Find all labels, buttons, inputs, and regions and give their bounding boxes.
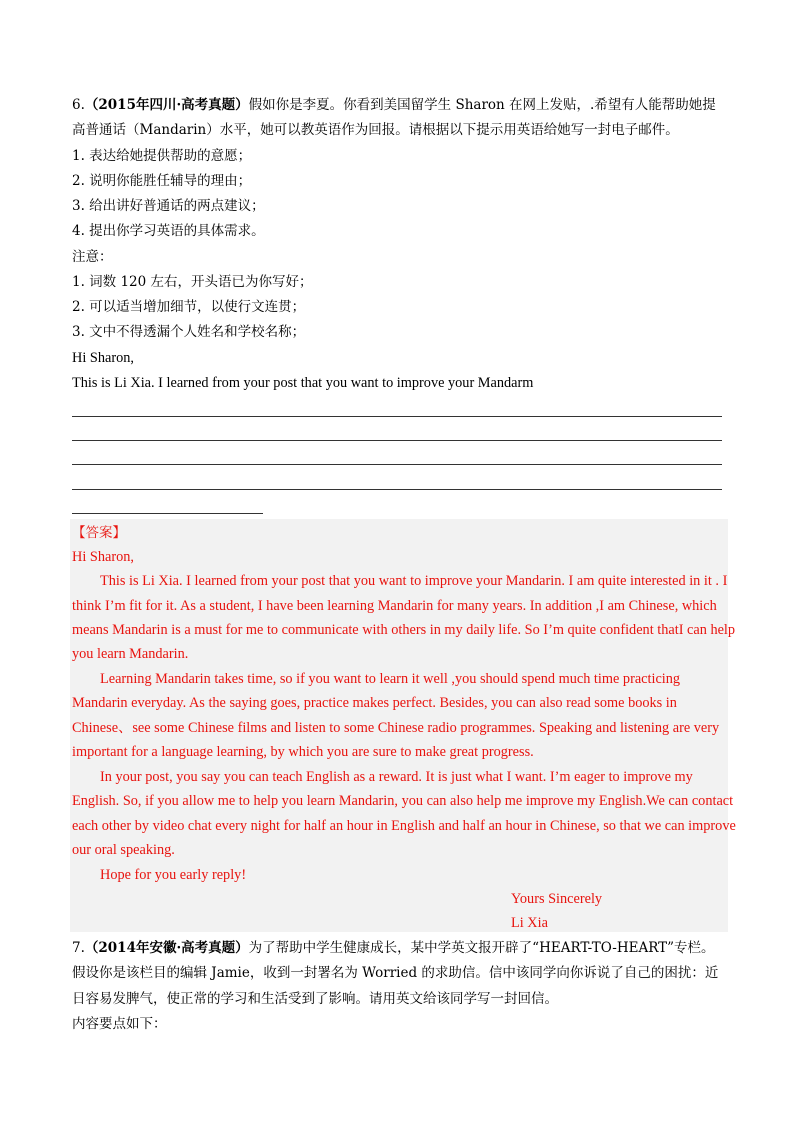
answer-line: means Mandarin is a must for me to communicate with others in my daily life. So I’m quite confident thatI can help xyxy=(72,622,736,638)
answer-line: Learning Mandarin takes time, so if you want to learn it well ,you should spend much time practicing xyxy=(100,671,681,687)
answer-line: This is Li Xia. I learned from your post that you want to improve your Mandarin. I am quite interested in it . I xyxy=(100,573,728,589)
answer-line: our oral speaking. xyxy=(72,842,175,858)
q7-prompt-line2: 假设你是该栏目的编辑 Jamie，收到一封署名为 Worried 的求助信。信中该同学向你诉说了自己的困扰：近 xyxy=(72,965,719,981)
answer-signature: Li Xia xyxy=(511,915,548,931)
q6-point: 1. 表达给她提供帮助的意愿； xyxy=(72,148,252,164)
q6-prompt-line1 xyxy=(72,96,716,114)
answer-label: 【答案】 xyxy=(72,525,126,541)
answer-line: In your post, you say you can teach English as a reward. It is just what I want. I’m eager to improve my xyxy=(100,769,693,785)
writing-line xyxy=(72,489,722,490)
writing-line xyxy=(72,464,722,465)
q6-point: 4. 提出你学习英语的具体需求。 xyxy=(72,223,265,239)
q7-number: 7. xyxy=(72,940,85,956)
q6-greeting: Hi Sharon, xyxy=(72,350,134,366)
q7-source: （2014年安徽·高考真题） xyxy=(84,940,249,956)
answer-line: Mandarin everyday. As the saying goes, practice makes perfect. Besides, you can also read some books in xyxy=(72,695,677,711)
q7-prompt-line3: 日容易发脾气，使正常的学习和生活受到了影响。请用英文给该同学写一封回信。 xyxy=(72,991,558,1007)
q6-point: 3. 给出讲好普通话的两点建议； xyxy=(72,198,265,214)
answer-line: important for a language learning, by which you are sure to make great progress. xyxy=(72,744,534,760)
q6-prompt-text: 假如你是李夏。你看到美国留学生 Sharon 在网上发贴，.希望有人能帮助她提 xyxy=(248,97,716,113)
answer-greeting: Hi Sharon, xyxy=(72,549,134,565)
q7-points-label: 内容要点如下： xyxy=(72,1016,167,1032)
q6-prompt-line2: 高普通话（Mandarin）水平，她可以教英语作为回报。请根据以下提示用英语给她写一封电子邮件。 xyxy=(72,122,679,138)
q6-note: 1. 词数 120 左右，开头语已为你写好； xyxy=(72,274,313,290)
q7-prompt-text: 为了帮助中学生健康成长，某中学英文报开辟了“HEART-TO-HEART”专栏。 xyxy=(248,940,715,956)
q6-number: 6. xyxy=(72,97,85,113)
writing-line xyxy=(72,416,722,417)
q6-source: （2015年四川·高考真题） xyxy=(84,97,249,113)
answer-line: each other by video chat every night for half an hour in English and half an hour in Chinese, so that we can improve xyxy=(72,818,736,834)
writing-line xyxy=(72,440,722,441)
q7-prompt-line1 xyxy=(72,939,715,957)
answer-line: Chinese、see some Chinese films and listen to some Chinese radio programmes. Speaking and listening are very xyxy=(72,720,720,736)
answer-line: think I’m fit for it. As a student, I have been learning Mandarin for many years. In addition ,I am Chinese, which xyxy=(72,598,717,614)
q6-notes-label: 注意： xyxy=(72,249,113,265)
q6-note: 3. 文中不得透漏个人姓名和学校名称； xyxy=(72,324,306,340)
answer-line: Hope for you early reply! xyxy=(100,867,247,883)
q6-opening-sentence: This is Li Xia. I learned from your post that you want to improve your Mandarm xyxy=(72,375,534,391)
answer-line: English. So, if you allow me to help you learn Mandarin, you can also help me improve my English.We can contact xyxy=(72,793,734,809)
q6-point: 2. 说明你能胜任辅导的理由； xyxy=(72,173,252,189)
answer-closing: Yours Sincerely xyxy=(511,891,603,907)
writing-line xyxy=(72,513,263,514)
answer-line: you learn Mandarin. xyxy=(72,646,189,662)
q6-note: 2. 可以适当增加细节，以使行文连贯； xyxy=(72,299,306,315)
